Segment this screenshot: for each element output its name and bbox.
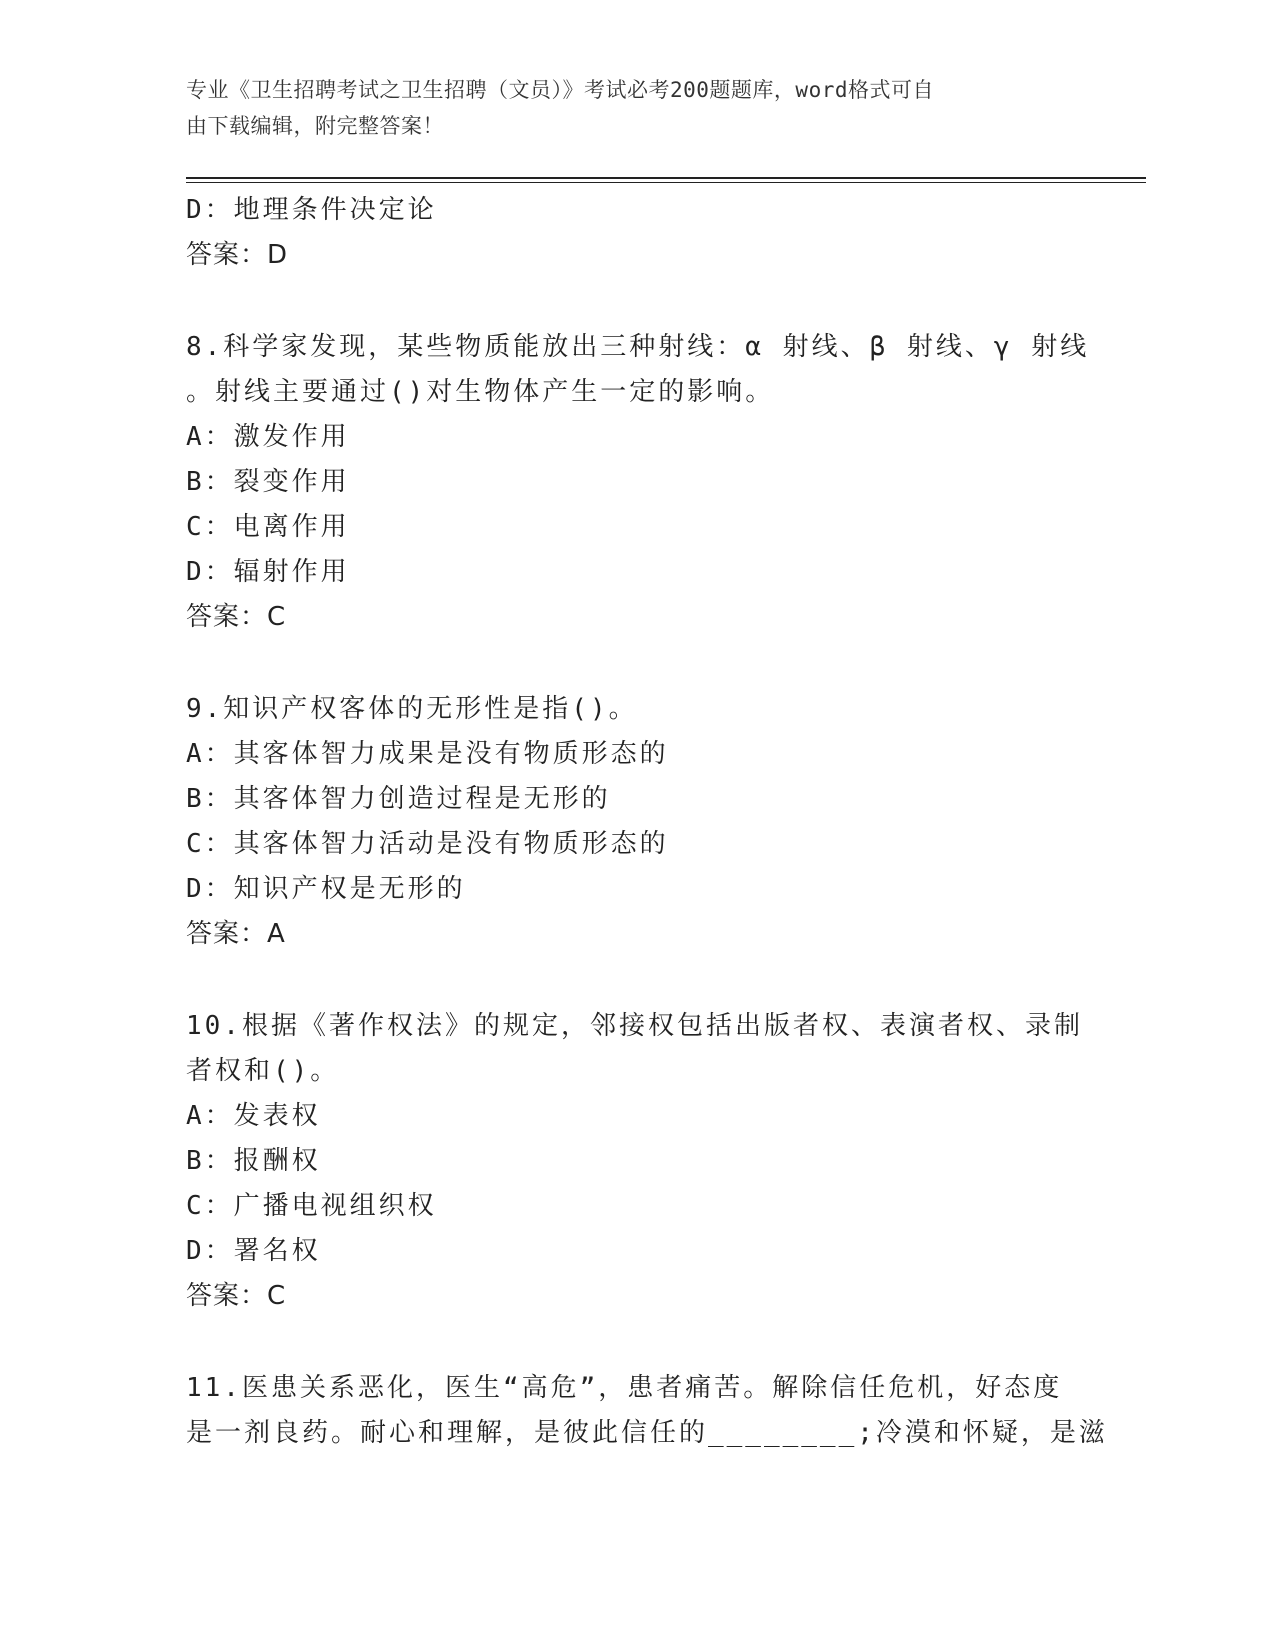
question-10-option-d: D：署名权 [186, 1236, 321, 1266]
question-8 [186, 325, 1090, 640]
question-9-option-d: D：知识产权是无形的 [186, 874, 466, 904]
question-10-option-a: A：发表权 [186, 1101, 321, 1131]
question-11-text-line-2: 是一剂良药。耐心和理解，是彼此信任的________;冷漠和怀疑，是滋 [186, 1418, 1108, 1448]
header-line-1: 专业《卫生招聘考试之卫生招聘（文员）》考试必考200题题库，word格式可自 [186, 78, 934, 102]
question-9-option-c: C：其客体智力活动是没有物质形态的 [186, 829, 669, 859]
question-9 [186, 687, 1086, 957]
question-10-option-b: B：报酬权 [186, 1146, 321, 1176]
header-divider-thick [186, 177, 1146, 179]
question-11-text-line-1: 11.医患关系恶化，医生“高危”，患者痛苦。解除信任危机，好态度 [186, 1373, 1063, 1403]
question-8-answer: 答案：C [186, 602, 287, 632]
question-list [186, 188, 1108, 1456]
question-9-option-b: B：其客体智力创造过程是无形的 [186, 784, 611, 814]
question-8-option-b: B：裂变作用 [186, 467, 350, 497]
question-11 [186, 1366, 1108, 1456]
header-line-2: 由下载编辑，附完整答案！ [186, 114, 444, 138]
question-10 [186, 1004, 1086, 1319]
question-10-option-c: C：广播电视组织权 [186, 1191, 437, 1221]
question-8-option-a: A：激发作用 [186, 422, 350, 452]
question-8-text-line-1: 8.科学家发现，某些物质能放出三种射线：α 射线、β 射线、γ 射线 [186, 332, 1090, 362]
question-8-option-d: D：辐射作用 [186, 557, 350, 587]
question-9-answer: 答案：A [186, 919, 286, 949]
question-9-text-line-1: 9.知识产权客体的无形性是指()。 [186, 694, 638, 724]
prev-option-d: D：地理条件决定论 [186, 195, 437, 225]
header-divider-thin [186, 182, 1146, 183]
question-10-answer: 答案：C [186, 1281, 287, 1311]
question-10-text-line-1: 10.根据《著作权法》的规定，邻接权包括出版者权、表演者权、录制 [186, 1011, 1083, 1041]
document-header [186, 72, 1066, 144]
question-9-option-a: A：其客体智力成果是没有物质形态的 [186, 739, 669, 769]
prev-answer: 答案：D [186, 240, 289, 270]
question-10-text-line-2: 者权和()。 [186, 1056, 340, 1086]
question-8-option-c: C：电离作用 [186, 512, 350, 542]
question-8-text-line-2: 。射线主要通过()对生物体产生一定的影响。 [186, 377, 775, 407]
